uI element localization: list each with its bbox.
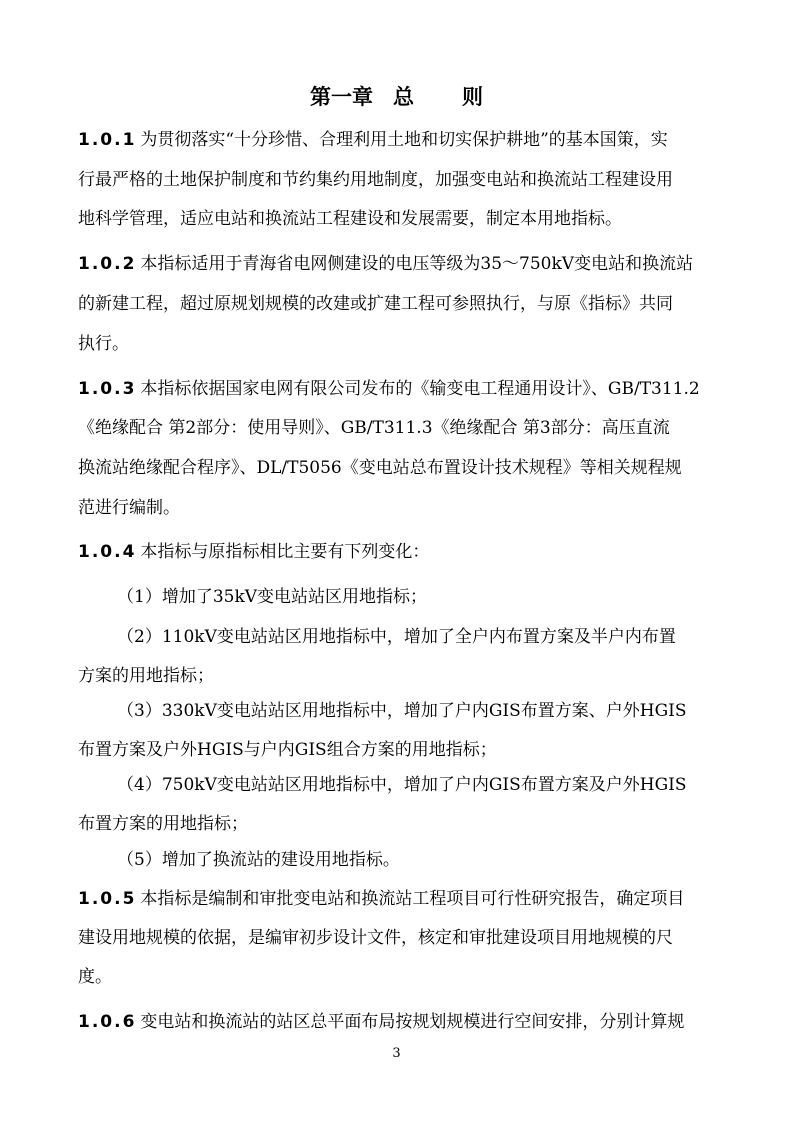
text-line xyxy=(78,416,718,440)
text-line xyxy=(78,664,718,688)
line-text: （4）750kV变电站站区用地指标中，增加了户内GIS布置方案及户外HGIS xyxy=(117,775,687,795)
line-text: （1）增加了35kV变电站站区用地指标； xyxy=(117,587,428,607)
clause-line xyxy=(78,540,718,564)
line-text: 建设用地规模的依据，是编审初步设计文件，核定和审批建设项目用地规模的尺 xyxy=(78,928,673,948)
text-line xyxy=(78,292,718,316)
text-line xyxy=(78,812,718,836)
clause-line xyxy=(78,887,718,911)
chapter-title-part2: 总 xyxy=(393,85,414,109)
line-text: 变电站和换流站的站区总平面布局按规划规模进行空间安排，分别计算规 xyxy=(140,1012,685,1032)
line-text: 范进行编制。 xyxy=(78,498,180,518)
line-text: 布置方案及户外HGIS与户内GIS组合方案的用地指标； xyxy=(78,740,497,760)
line-text: 换流站绝缘配合程序》、DL/T5056《变电站总布置设计技术规程》等相关规程规 xyxy=(78,458,682,478)
text-line xyxy=(117,625,718,649)
clause-line xyxy=(78,1010,718,1034)
clause-number: 1.0.2 xyxy=(78,254,137,274)
line-text: 执行。 xyxy=(78,334,129,354)
chapter-title-part1: 第一章 xyxy=(310,85,373,109)
chapter-title xyxy=(0,82,793,112)
line-text: 布置方案的用地指标； xyxy=(78,814,248,834)
line-text: 方案的用地指标； xyxy=(78,666,214,686)
page-number: 3 xyxy=(392,1046,401,1061)
chapter-title-part3: 则 xyxy=(462,85,483,109)
line-text: 本指标与原指标相比主要有下列变化： xyxy=(140,542,430,562)
text-line xyxy=(117,699,718,723)
line-text: （2）110kV变电站站区用地指标中，增加了全户内布置方案及半户内布置 xyxy=(117,627,676,647)
text-line xyxy=(117,585,718,609)
text-line xyxy=(117,848,718,872)
line-text: 度。 xyxy=(78,967,112,987)
text-line xyxy=(78,926,718,950)
text-line xyxy=(78,332,718,356)
clause-number: 1.0.4 xyxy=(78,542,137,562)
clause-number: 1.0.6 xyxy=(78,1012,137,1032)
line-text: 地科学管理，适应电站和换流站工程建设和发展需要，制定本用地指标。 xyxy=(78,209,622,229)
text-line xyxy=(78,207,718,231)
clause-number: 1.0.3 xyxy=(78,379,137,399)
line-text: （3）330kV变电站站区用地指标中，增加了户内GIS布置方案、户外HGIS xyxy=(117,701,687,721)
text-line xyxy=(117,773,718,797)
line-text: 行最严格的土地保护制度和节约集约用地制度，加强变电站和换流站工程建设用 xyxy=(78,170,673,190)
line-text: 为贯彻落实“十分珍惜、合理利用土地和切实保护耕地”的基本国策，实 xyxy=(140,130,668,150)
text-line xyxy=(78,965,718,989)
clause-number: 1.0.5 xyxy=(78,889,137,909)
line-text: 的新建工程，超过原规划规模的改建或扩建工程可参照执行，与原《指标》共同 xyxy=(78,294,673,314)
text-line xyxy=(78,496,718,520)
clause-line xyxy=(78,377,718,401)
text-line xyxy=(78,168,718,192)
clause-line xyxy=(78,252,718,276)
clause-number: 1.0.1 xyxy=(78,130,137,150)
line-text: （5）增加了换流站的建设用地指标。 xyxy=(117,850,400,870)
clause-line xyxy=(78,128,718,152)
text-line xyxy=(78,738,718,762)
text-line xyxy=(78,456,718,480)
line-text: 本指标适用于青海省电网侧建设的电压等级为35～750kV变电站和换流站 xyxy=(140,254,694,274)
line-text: 本指标依据国家电网有限公司发布的《输变电工程通用设计》、GB/T311.2 xyxy=(140,379,700,399)
line-text: 本指标是编制和审批变电站和换流站工程项目可行性研究报告，确定项目 xyxy=(140,889,685,909)
line-text: 《绝缘配合 第2部分：使用导则》、GB/T311.3《绝缘配合 第3部分：高压直流 xyxy=(78,418,670,438)
